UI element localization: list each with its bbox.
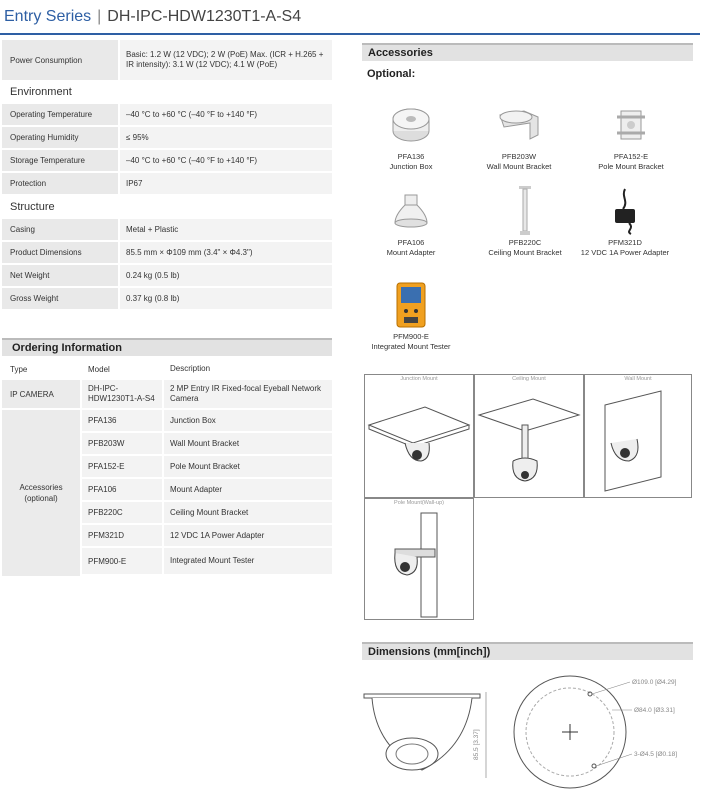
spec-row: [2, 242, 332, 265]
junction-box-icon: [356, 100, 466, 150]
power-adapter-icon: [570, 186, 680, 236]
spec-value: Metal + Plastic: [120, 219, 332, 240]
spec-value: –40 °C to +60 °C (–40 °F to +140 °F): [120, 150, 332, 171]
junction-mount-cell: [364, 374, 474, 498]
accessory-item: [356, 186, 466, 258]
mount-caption: Junction Mount: [400, 376, 438, 382]
accessories-title: Accessories: [362, 43, 693, 61]
cell-description: Ceiling Mount Bracket: [164, 502, 332, 523]
accessory-code: PFA106: [397, 238, 425, 247]
table-header-row: [2, 360, 332, 380]
spec-label: Gross Weight: [2, 288, 118, 309]
spec-row: [2, 173, 332, 196]
accessory-name: Pole Mount Bracket: [598, 162, 664, 171]
cell-model: PFM900-E: [82, 548, 162, 574]
structure-table: [2, 219, 332, 311]
mount-caption: Wall Mount: [624, 376, 652, 382]
cell-model: PFB220C: [82, 502, 162, 523]
spec-row: [2, 127, 332, 150]
accessory-name: Mount Adapter: [386, 248, 436, 257]
accessory-name: Wall Mount Bracket: [486, 162, 552, 171]
cell-description: Junction Box: [164, 410, 332, 431]
spec-label: Product Dimensions: [2, 242, 118, 263]
cell-description: Mount Adapter: [164, 479, 332, 500]
junction-mount-drawing: [365, 385, 473, 497]
dim-label: Ø109.0 [Ø4.29]: [632, 679, 677, 686]
accessory-name: Integrated Mount Tester: [371, 342, 451, 351]
dim-label: Ø84.0 [Ø3.31]: [634, 707, 675, 714]
accessories-type-cell: Accessories (optional): [2, 410, 80, 576]
spec-label: Protection: [2, 173, 118, 194]
cell-type: IP CAMERA: [2, 380, 80, 408]
accessory-item: [464, 100, 574, 172]
dim-label: 3-Ø4.5 [Ø0.18]: [634, 751, 677, 758]
spec-value: 0.24 kg (0.5 lb): [120, 265, 332, 286]
cell-description: 2 MP Entry IR Fixed-focal Eyeball Network Camera: [164, 380, 332, 408]
cell-model: PFB203W: [82, 433, 162, 454]
spec-row: [2, 219, 332, 242]
spec-value: –40 °C to +60 °C (–40 °F to +140 °F): [120, 104, 332, 125]
pole-bracket-icon: [576, 100, 686, 150]
series-title: Entry Series: [4, 8, 92, 25]
pole-mount-cell: [364, 498, 474, 620]
accessory-item: [570, 186, 680, 258]
accessory-code: PFM321D: [608, 238, 642, 247]
cell-model: PFA106: [82, 479, 162, 500]
cell-description: Pole Mount Bracket: [164, 456, 332, 477]
header-rule: [0, 33, 700, 35]
mount-adapter-icon: [356, 186, 466, 236]
accessory-item: [470, 186, 580, 258]
spec-label: Operating Humidity: [2, 127, 118, 148]
wall-mount-cell: [584, 374, 692, 498]
ceiling-mount-cell: [474, 374, 584, 498]
cell-description: 12 VDC 1A Power Adapter: [164, 525, 332, 546]
dim-label: 85.5 [3.37]: [473, 729, 480, 760]
accessory-item: [576, 100, 686, 172]
spec-value: ≤ 95%: [120, 127, 332, 148]
table-row: [2, 380, 332, 410]
accessory-code: PFB220C: [508, 238, 542, 247]
header-separator: |: [97, 8, 102, 25]
accessory-name: 12 VDC 1A Power Adapter: [580, 248, 670, 257]
accessory-name: Junction Box: [389, 162, 433, 171]
pole-mount-drawing: [365, 509, 473, 619]
mount-caption: Pole Mount(Wall-up): [394, 500, 444, 506]
cell-model: PFA136: [82, 410, 162, 431]
optional-label: Optional:: [367, 68, 416, 80]
cell-model: DH-IPC-HDW1230T1-A-S4: [82, 380, 162, 408]
mount-illustrations: [364, 374, 692, 620]
wall-mount-drawing: [585, 385, 691, 497]
cell-description: Wall Mount Bracket: [164, 433, 332, 454]
accessory-code: PFA152-E: [613, 152, 649, 161]
model-title: DH-IPC-HDW1230T1-A-S4: [107, 8, 302, 25]
ceiling-bracket-icon: [470, 186, 580, 236]
spec-row: [2, 40, 332, 82]
spec-value: IP67: [120, 173, 332, 194]
structure-title: Structure: [10, 201, 55, 213]
accessory-code: PFA136: [397, 152, 425, 161]
accessory-item: [356, 100, 466, 172]
spec-label: Net Weight: [2, 265, 118, 286]
accessory-item: [356, 280, 466, 352]
mount-caption: Ceiling Mount: [512, 376, 546, 382]
dimensions-title: Dimensions (mm[inch]): [362, 642, 693, 660]
spec-label: Operating Temperature: [2, 104, 118, 125]
col-header-model: Model: [88, 364, 110, 374]
dimension-drawing: [362, 668, 693, 808]
spec-value: 85.5 mm × Φ109 mm (3.4" × Φ4.3"): [120, 242, 332, 263]
spec-value: 0.37 kg (0.8 lb): [120, 288, 332, 309]
spec-label: Casing: [2, 219, 118, 240]
cell-model: PFM321D: [82, 525, 162, 546]
mount-tester-icon: [356, 280, 466, 330]
spec-row: [2, 104, 332, 127]
accessory-code: PFM900-E: [393, 332, 429, 341]
environment-table: [2, 104, 332, 196]
cell-description: Integrated Mount Tester: [164, 548, 332, 574]
power-table: [2, 40, 332, 82]
ordering-title: Ordering Information: [2, 338, 332, 356]
accessory-code: PFB203W: [501, 152, 537, 161]
page-header: [4, 8, 301, 32]
spec-value: Basic: 1.2 W (12 VDC); 2 W (PoE) Max. (ICR + H.265 + IR intensity): 3.1 W (12 VDC); 4.1 W (PoE): [120, 40, 332, 80]
col-header-description: Description: [170, 364, 211, 373]
spec-label: Power Consumption: [2, 40, 118, 80]
accessory-name: Ceiling Mount Bracket: [488, 248, 562, 257]
ceiling-mount-drawing: [475, 385, 583, 497]
environment-title: Environment: [10, 86, 72, 98]
spec-row: [2, 265, 332, 288]
col-header-type: Type: [10, 364, 28, 374]
wall-bracket-icon: [464, 100, 574, 150]
spec-label: Storage Temperature: [2, 150, 118, 171]
spec-row: [2, 150, 332, 173]
spec-row: [2, 288, 332, 311]
cell-model: PFA152-E: [82, 456, 162, 477]
